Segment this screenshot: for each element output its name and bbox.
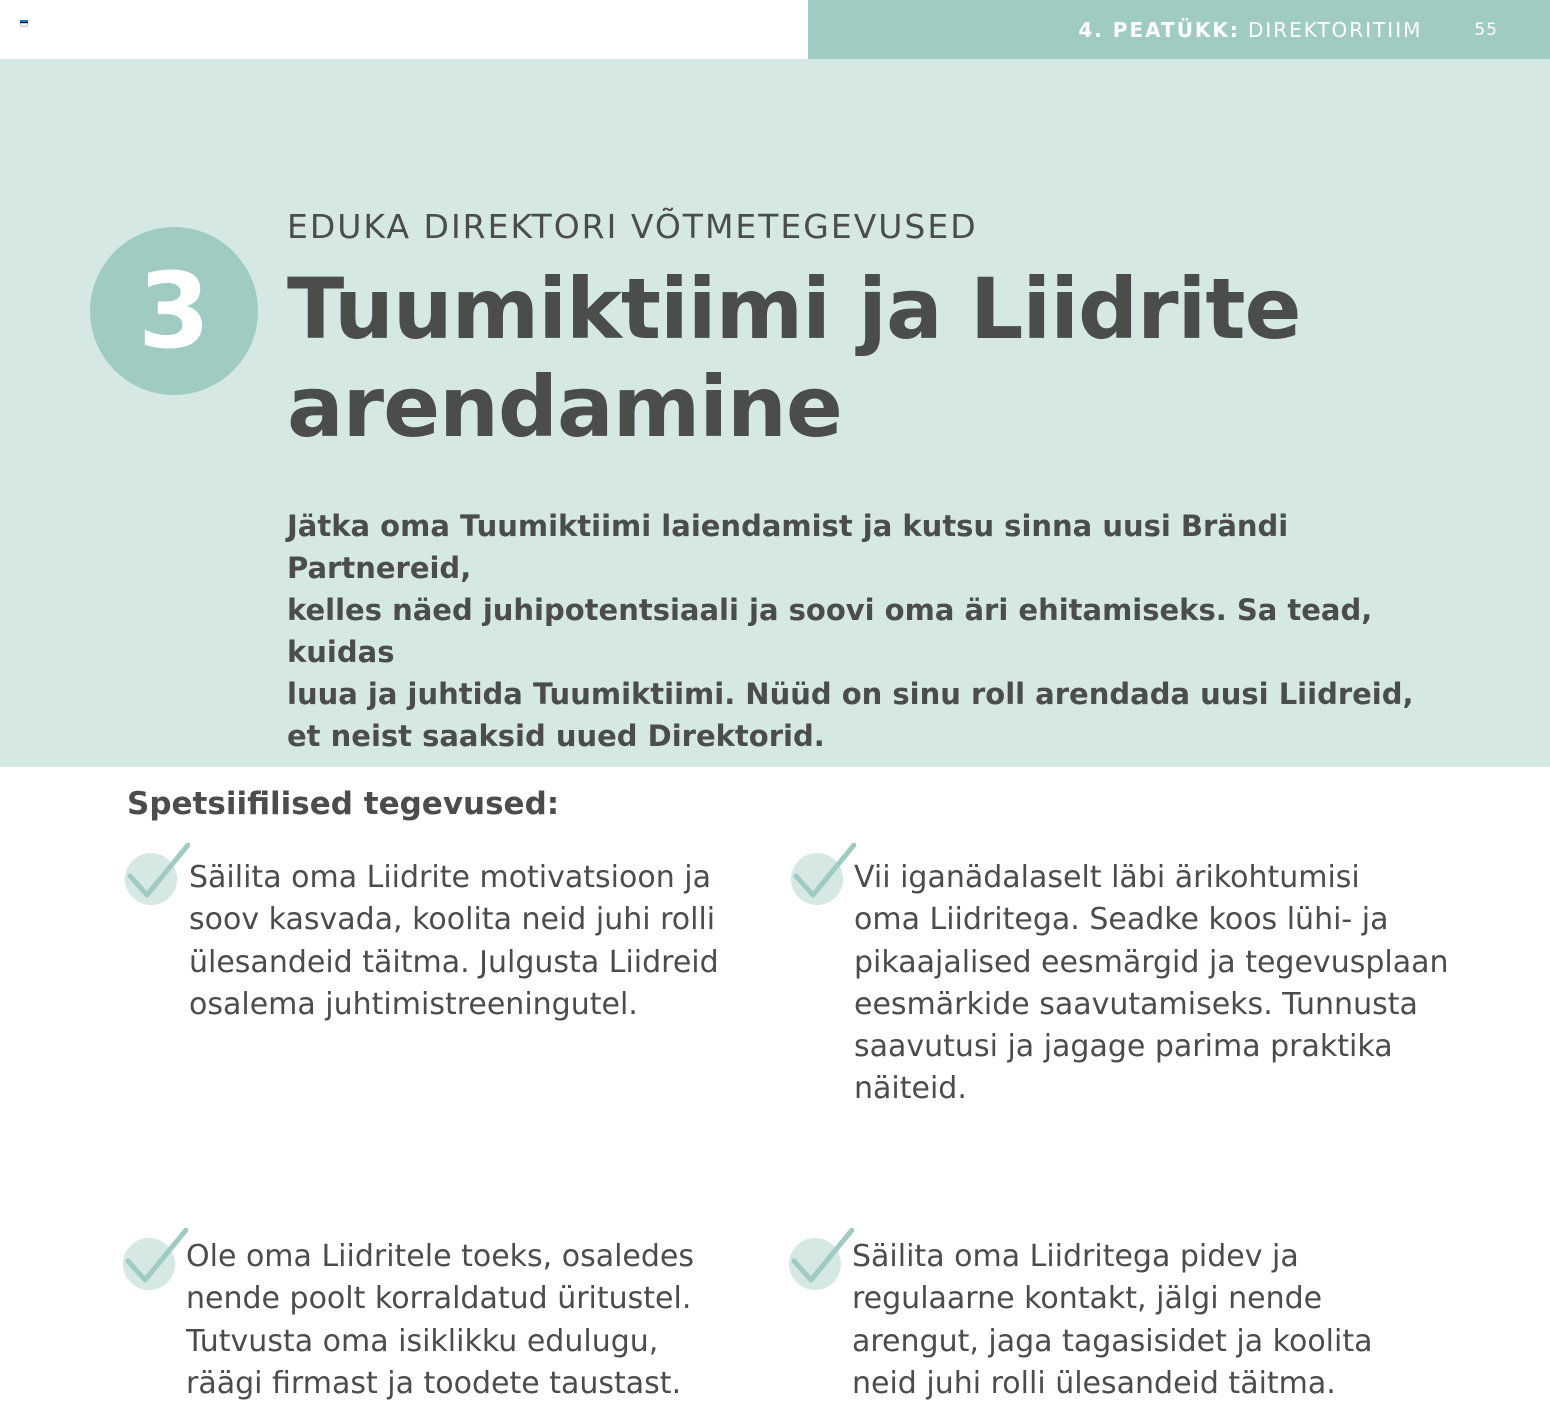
activity-line: arengut, jaga tagasisidet ja koolita <box>852 1323 1373 1359</box>
activity-text <box>189 857 749 1026</box>
activity-line: neid juhi rolli ülesandeid täitma. <box>852 1365 1336 1401</box>
activity-text <box>186 1236 746 1405</box>
activity-line: Tutvusta oma isiklikku edulugu, <box>186 1323 659 1359</box>
activity-line: Säilita oma Liidritega pidev ja <box>852 1239 1299 1274</box>
intro-line: Jätka oma Tuumiktiimi laiendamist ja kutsu sinna uusi Brändi Partnereid, <box>287 509 1289 585</box>
step-number: 3 <box>137 250 211 372</box>
activity-line: oma Liidritega. Seadke koos lühi- ja <box>854 902 1389 938</box>
page-title <box>287 260 1300 456</box>
checkmark-icon <box>790 843 856 909</box>
intro-paragraph <box>287 505 1437 757</box>
activity-line: saavutusi ja jagage parima praktika <box>854 1029 1393 1065</box>
activity-line: eesmärkide saavutamiseks. Tunnusta <box>854 986 1418 1022</box>
activity-line: nende poolt korraldatud üritustel. <box>186 1281 692 1317</box>
language-flag-icon <box>20 20 28 27</box>
checkmark-icon <box>122 1228 188 1294</box>
intro-line: kelles näed juhipotentsiaali ja soovi oma äri ehitamiseks. Sa tead, kuidas <box>287 593 1373 669</box>
intro-line: luua ja juhtida Tuumiktiimi. Nüüd on sinu roll arendada uusi Liidreid, <box>287 677 1414 711</box>
checkmark-icon <box>788 1228 854 1294</box>
activity-text <box>854 857 1464 1111</box>
activity-line: pikaajalised eesmärgid ja tegevusplaan <box>854 944 1449 980</box>
activity-line: regulaarne kontakt, jälgi nende <box>852 1281 1323 1317</box>
page-number: 55 <box>1474 19 1498 40</box>
title-line: Tuumiktiimi ja Liidrite <box>287 260 1301 358</box>
step-number-badge <box>90 227 258 395</box>
activity-line: näiteid. <box>854 1071 967 1107</box>
activities-heading: Spetsiifilised tegevused: <box>127 786 560 822</box>
activity-line: Vii iganädalaselt läbi ärikohtumisi <box>854 860 1360 895</box>
intro-line: et neist saaksid uued Direktorid. <box>287 719 825 753</box>
activity-text <box>852 1236 1452 1405</box>
kicker-heading: EDUKA DIREKTORI VÕTMETEGEVUSED <box>287 207 978 246</box>
activity-line: ülesandeid täitma. Julgusta Liidreid <box>189 944 719 980</box>
activity-line: Ole oma Liidritele toeks, osaledes <box>186 1239 695 1274</box>
chapter-label: 4. PEATÜKK: <box>1078 17 1240 42</box>
activity-line: soov kasvada, koolita neid juhi rolli <box>189 902 716 938</box>
title-line: arendamine <box>287 358 842 456</box>
checkmark-icon <box>124 843 190 909</box>
activity-line: Säilita oma Liidrite motivatsioon ja <box>189 860 711 895</box>
section-label: DIREKTORITIIM <box>1247 17 1423 42</box>
activity-line: räägi firmast ja toodete taustast. <box>186 1365 682 1401</box>
activity-line: osalema juhtimistreeningutel. <box>189 986 638 1022</box>
chapter-header <box>808 0 1550 59</box>
